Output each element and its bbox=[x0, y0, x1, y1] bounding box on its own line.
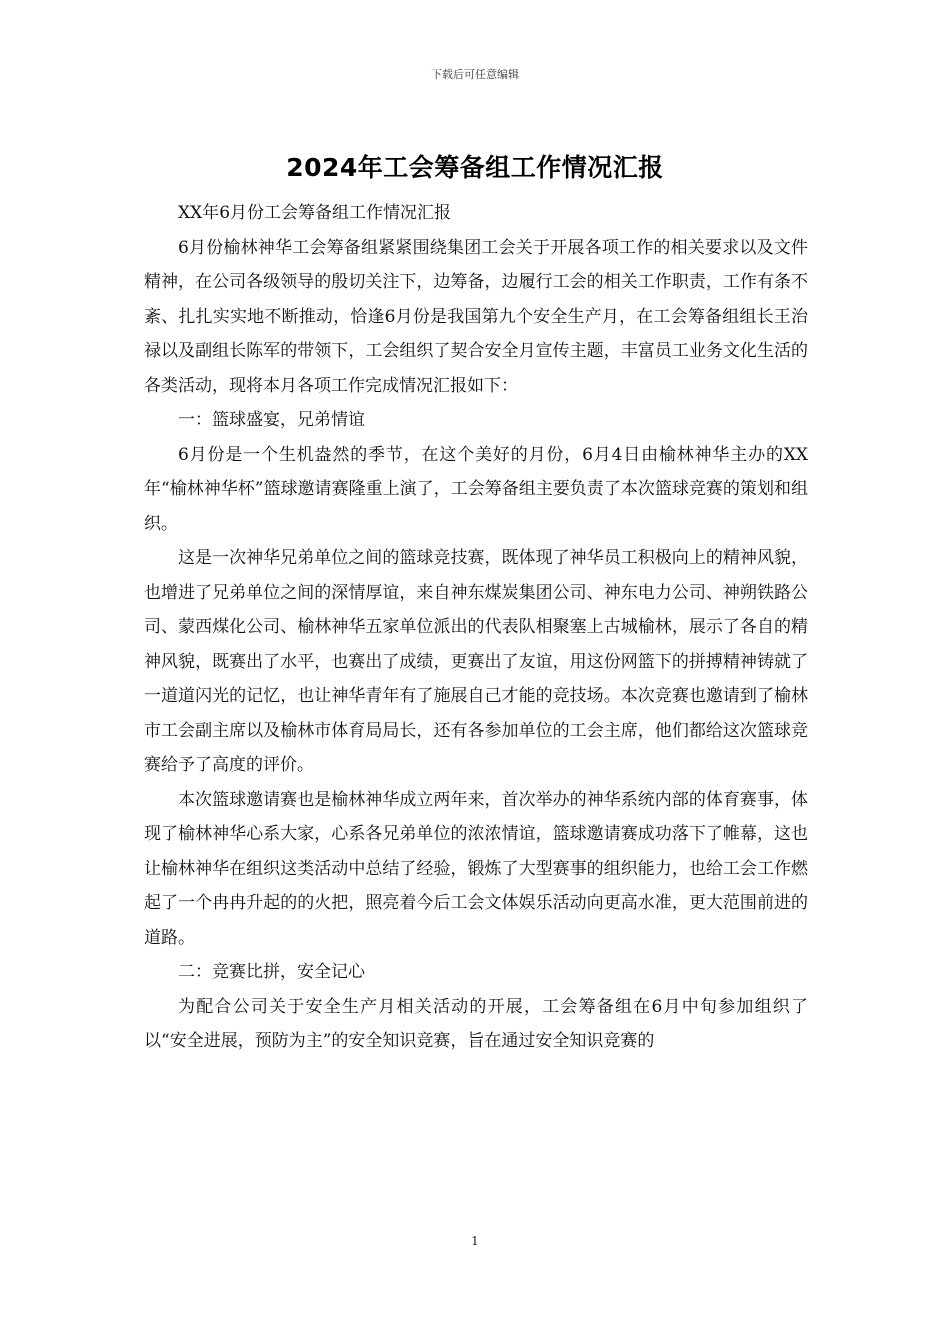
header-note: 下载后可任意编辑 bbox=[431, 68, 519, 81]
section-heading: 二：竞赛比拼，安全记心 bbox=[178, 962, 365, 982]
document-body bbox=[144, 196, 808, 1059]
page-number: 1 bbox=[471, 1234, 479, 1248]
document-title: 2024年工会筹备组工作情况汇报 bbox=[286, 153, 664, 182]
body-paragraph: 这是一次神华兄弟单位之间的篮球竞技赛，既体现了神华员工积极向上的精神风貌，也增进了兄弟单位之间的深情厚谊，来自神东煤炭集团公司、神东电力公司、神朔铁路公司、蒙西煤化公司、榆林神华五家单位派出的代表队相聚塞上古城榆林，展示了各自的精神风貌，既赛出了水平，也赛出了成绩，更赛出了友谊，用这份网篮下的拼搏精神铸就了一道道闪光的记忆，也让神华青年有了施展自己才能的竞技场。本次竞赛也邀请到了榆林市工会副主席以及榆林市体育局局长，还有各参加单位的工会主席，他们都给这次篮球竞赛给予了高度的评价。 bbox=[144, 548, 808, 775]
body-paragraph: 本次篮球邀请赛也是榆林神华成立两年来，首次举办的神华系统内部的体育赛事，体现了榆林神华心系大家，心系各兄弟单位的浓浓情谊，篮球邀请赛成功落下了帷幕，这也让榆林神华在组织这类活动中总结了经验，锻炼了大型赛事的组织能力，也给工会工作燃起了一个冉冉升起的的火把，照亮着今后工会文体娱乐活动向更高水准，更大范围前进的道路。 bbox=[144, 789, 808, 948]
body-paragraph: 为配合公司关于安全生产月相关活动的开展，工会筹备组在6月中旬参加组织了以“安全进展，预防为主”的安全知识竞赛，旨在通过安全知识竞赛的 bbox=[144, 996, 808, 1051]
body-paragraph: 6月份是一个生机盎然的季节，在这个美好的月份，6月4日由榆林神华主办的XX年“榆林神华杯”篮球邀请赛隆重上演了，工会筹备组主要负责了本次篮球竞赛的策划和组织。 bbox=[144, 444, 808, 534]
section-heading: 一：篮球盛宴，兄弟情谊 bbox=[178, 410, 365, 430]
subtitle-paragraph: XX年6月份工会筹备组工作情况汇报 bbox=[178, 203, 452, 223]
body-paragraph: 6月份榆林神华工会筹备组紧紧围绕集团工会关于开展各项工作的相关要求以及文件精神，在公司各级领导的殷切关注下，边筹备，边履行工会的相关工作职责，工作有条不紊、扎扎实实地不断推动，恰逢6月份是我国第九个安全生产月，在工会筹备组组长王治禄以及副组长陈军的带领下，工会组织了契合安全月宣传主题，丰富员工业务文化生活的各类活动，现将本月各项工作完成情况汇报如下： bbox=[144, 237, 808, 396]
